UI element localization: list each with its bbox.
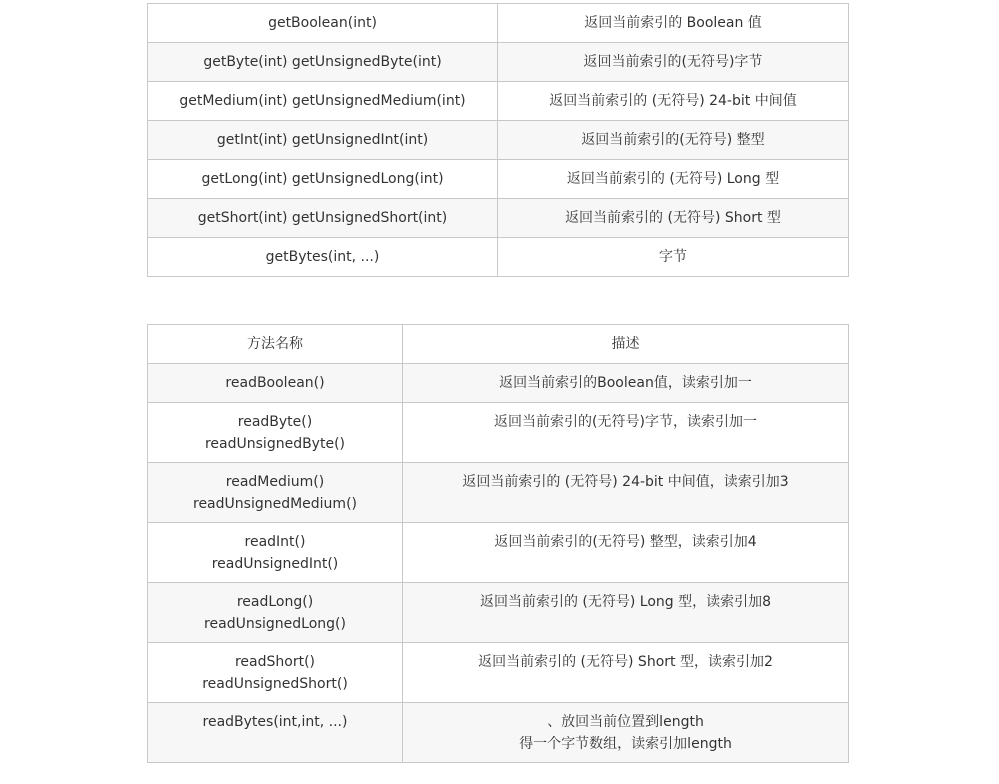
description-line: 返回当前索引的 (无符号) 24-bit 中间值，读索引加3 — [462, 474, 789, 490]
method-line: readUnsignedMedium() — [193, 495, 357, 512]
method-line: readByte() — [237, 413, 313, 430]
method-line: readMedium() — [225, 473, 325, 490]
description-cell: 返回当前索引的 Boolean 值 — [498, 4, 849, 43]
method-cell — [148, 703, 403, 763]
method-cell — [148, 523, 403, 583]
description-cell — [403, 643, 849, 703]
table-row — [148, 199, 849, 238]
method-line: readLong() — [236, 593, 314, 610]
get-methods-table — [147, 3, 849, 277]
description-cell: 返回当前索引的 (无符号) Long 型 — [498, 160, 849, 199]
method-cell: getMedium(int) getUnsignedMedium(int) — [148, 82, 498, 121]
table-row — [148, 82, 849, 121]
description-cell — [403, 703, 849, 763]
method-line: readUnsignedByte() — [204, 435, 345, 452]
method-cell — [148, 463, 403, 523]
description-line: 返回当前索引的(无符号)字节，读索引加一 — [494, 414, 757, 430]
method-line: readUnsignedInt() — [211, 555, 339, 572]
description-line: 、放回当前位置到length — [547, 714, 704, 730]
table-row — [148, 463, 849, 523]
table-row — [148, 43, 849, 82]
table-header-row — [148, 325, 849, 364]
description-cell: 字节 — [498, 238, 849, 277]
method-line: readBoolean() — [225, 375, 325, 391]
method-line: readBytes(int,int, ...) — [202, 714, 348, 730]
method-cell: getBytes(int, ...) — [148, 238, 498, 277]
table-row — [148, 583, 849, 643]
description-cell — [403, 364, 849, 403]
table-row — [148, 703, 849, 763]
table-row — [148, 523, 849, 583]
table-row — [148, 238, 849, 277]
table-row — [148, 403, 849, 463]
description-line: 返回当前索引的(无符号) 整型，读索引加4 — [494, 534, 757, 550]
description-cell: 返回当前索引的(无符号) 整型 — [498, 121, 849, 160]
table-row — [148, 160, 849, 199]
method-cell: getBoolean(int) — [148, 4, 498, 43]
method-cell — [148, 403, 403, 463]
description-line: 返回当前索引的 (无符号) Short 型，读索引加2 — [478, 654, 773, 670]
method-cell — [148, 364, 403, 403]
method-line: readInt() — [244, 533, 306, 550]
header-description: 描述 — [403, 325, 849, 364]
method-cell: getShort(int) getUnsignedShort(int) — [148, 199, 498, 238]
table-row — [148, 121, 849, 160]
description-cell: 返回当前索引的(无符号)字节 — [498, 43, 849, 82]
description-cell — [403, 463, 849, 523]
method-cell: getByte(int) getUnsignedByte(int) — [148, 43, 498, 82]
method-cell — [148, 643, 403, 703]
description-cell: 返回当前索引的 (无符号) 24-bit 中间值 — [498, 82, 849, 121]
description-cell — [403, 403, 849, 463]
description-line: 返回当前索引的 (无符号) Long 型，读索引加8 — [479, 594, 772, 610]
method-cell — [148, 583, 403, 643]
method-cell: getInt(int) getUnsignedInt(int) — [148, 121, 498, 160]
table-row — [148, 643, 849, 703]
description-line: 得一个字节数组，读索引加length — [519, 736, 732, 752]
description-cell — [403, 523, 849, 583]
description-cell — [403, 583, 849, 643]
method-line: readUnsignedShort() — [202, 675, 348, 692]
header-method-name: 方法名称 — [148, 325, 403, 364]
method-line: readShort() — [234, 653, 316, 670]
read-methods-table — [147, 324, 849, 763]
table-row — [148, 364, 849, 403]
description-cell: 返回当前索引的 (无符号) Short 型 — [498, 199, 849, 238]
table-row — [148, 4, 849, 43]
description-line: 返回当前索引的Boolean值，读索引加一 — [499, 375, 752, 391]
method-cell: getLong(int) getUnsignedLong(int) — [148, 160, 498, 199]
method-line: readUnsignedLong() — [204, 615, 346, 632]
